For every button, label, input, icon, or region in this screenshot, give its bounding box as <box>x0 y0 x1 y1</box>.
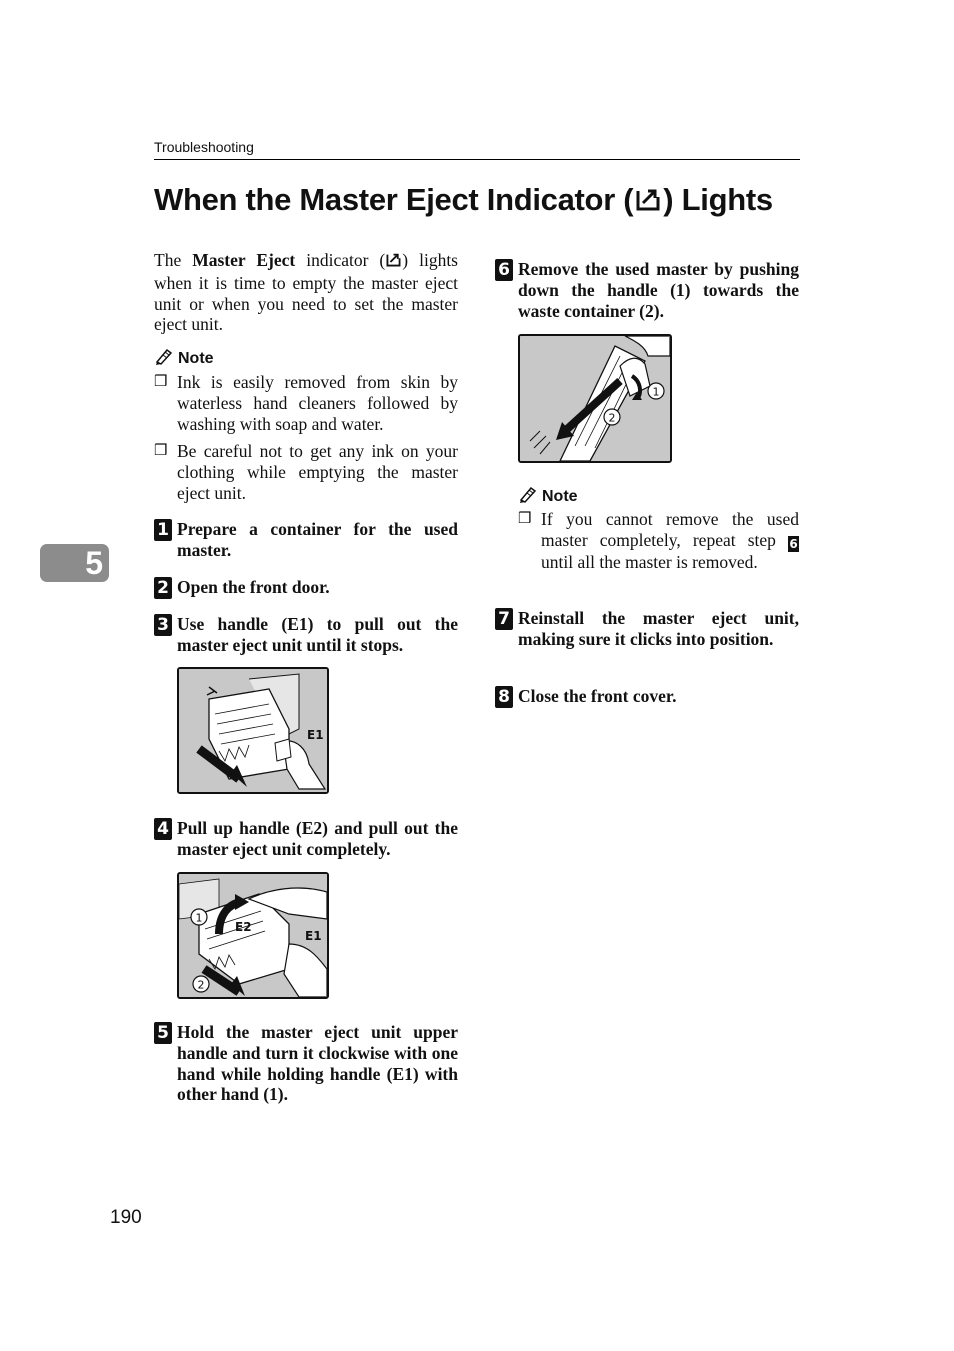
master-eject-icon <box>634 185 662 221</box>
label-e2: E2 <box>235 920 252 934</box>
step-reference: 6 <box>789 536 798 551</box>
note-text-2: until all the master is removed. <box>541 551 758 572</box>
title-text-end: ) Lights <box>663 182 773 217</box>
header-rule <box>154 159 800 160</box>
step-number: 7 <box>495 608 513 630</box>
step-text: Pull up handle (E2) and pull out the master eject unit completely. <box>177 818 458 859</box>
step-6 <box>495 259 799 321</box>
step-text: Use handle (E1) to pull out the master eject unit until it stops. <box>177 614 458 655</box>
callout-2: 2 <box>197 978 205 992</box>
note-text-1: If you cannot remove the used master completely, repeat step <box>541 509 799 550</box>
step-number: 2 <box>154 577 172 599</box>
intro-bold: Master Eject <box>192 250 296 270</box>
step-number: 6 <box>495 259 513 281</box>
step-8 <box>495 686 799 708</box>
step-number: 1 <box>154 519 172 541</box>
note-label: Note <box>178 349 214 367</box>
step-5 <box>154 1022 458 1105</box>
callout-2: 2 <box>608 411 616 425</box>
step-text: Reinstall the master eject unit, making sure it clicks into position. <box>518 608 799 649</box>
master-eject-icon <box>385 251 402 273</box>
callout-1: 1 <box>652 385 660 399</box>
note-item <box>154 441 458 503</box>
step-number: 4 <box>154 818 172 840</box>
step-text: Hold the master eject unit upper handle and turn it clockwise with one hand while holding handle (E1) with other hand (1). <box>177 1022 458 1105</box>
note-item <box>154 372 458 434</box>
figure-remove-unit <box>177 872 329 999</box>
callout-1: 1 <box>195 911 203 925</box>
step-1 <box>154 519 458 561</box>
page-number: 190 <box>110 1207 142 1228</box>
note-heading <box>154 347 214 370</box>
page-title <box>154 182 814 221</box>
chapter-tab: 5 <box>40 544 109 582</box>
step-4 <box>154 818 458 860</box>
title-text-start: When the Master Eject Indicator ( <box>154 182 634 217</box>
step-text: Close the front cover. <box>518 686 677 706</box>
intro-text-1: The <box>154 250 193 270</box>
step-number: 5 <box>154 1022 172 1044</box>
step-text: Open the front door. <box>177 577 330 597</box>
intro-paragraph <box>154 250 458 335</box>
pencil-icon <box>518 485 538 508</box>
note-label: Note <box>542 487 578 505</box>
figure-push-handle <box>518 334 672 463</box>
pencil-icon <box>154 347 174 370</box>
note-item <box>518 509 799 573</box>
step-text: Remove the used master by pushing down the handle (1) towards the waste container (2). <box>518 259 799 321</box>
checkbox-bullet-icon: ❒ <box>154 443 168 459</box>
step-7 <box>495 608 799 650</box>
figure-pull-out-unit <box>177 667 329 794</box>
step-text: Prepare a container for the used master. <box>177 519 458 560</box>
intro-text-2: indicator ( <box>295 250 386 270</box>
step-number: 3 <box>154 614 172 636</box>
step-2 <box>154 577 458 599</box>
note-item-text: Be careful not to get any ink on your clothing while emptying the master eject unit. <box>177 441 458 503</box>
intro-text-3: ) lights when it is time to empty the master eject unit or when you need to set the master eject unit. <box>154 250 458 335</box>
running-head: Troubleshooting <box>154 139 254 155</box>
label-e1: E1 <box>307 728 324 742</box>
label-e1: E1 <box>305 929 322 943</box>
checkbox-bullet-icon: ❒ <box>154 374 168 390</box>
step-3 <box>154 614 458 656</box>
note-item-text: Ink is easily removed from skin by waterless hand cleaners followed by washing with soap and water. <box>177 372 458 434</box>
note-heading <box>518 485 578 508</box>
note-item-text <box>541 509 799 573</box>
step-number: 8 <box>495 686 513 708</box>
checkbox-bullet-icon: ❒ <box>518 511 532 527</box>
